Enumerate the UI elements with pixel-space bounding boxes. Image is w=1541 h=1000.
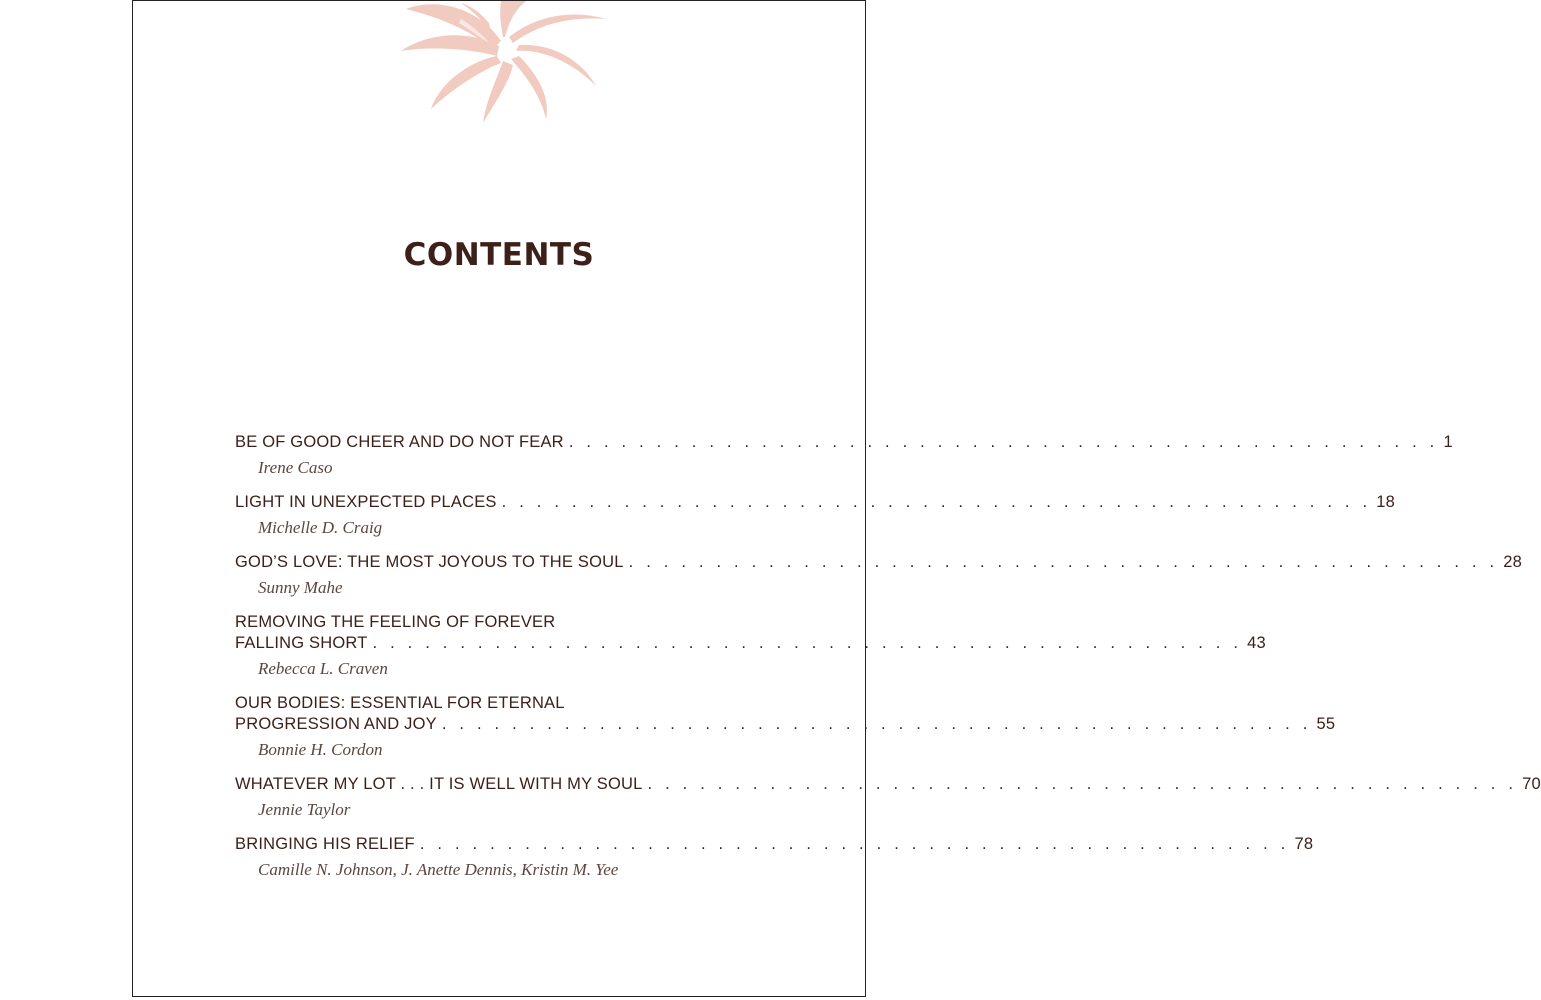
toc-page-number: 18: [1376, 493, 1396, 511]
toc-entry-title-line1: REMOVING THE FEELING OF FOREVER: [235, 613, 556, 631]
toc-entry-title: WHATEVER MY LOT . . . IT IS WELL WITH MY SOUL: [235, 775, 643, 793]
flower-brush-ornament-icon: [401, 1, 611, 126]
toc-entry-line: [235, 834, 1314, 855]
toc-page-number: 55: [1316, 715, 1336, 733]
toc-entry-author: Sunny Mahe: [258, 578, 343, 597]
toc-entry-author: Bonnie H. Cordon: [258, 740, 383, 759]
toc-entry-line: [235, 492, 1396, 513]
toc-entry-line: [235, 633, 1266, 654]
table-of-contents: [235, 432, 1541, 894]
toc-entry-line: [235, 552, 1523, 573]
toc-entry[interactable]: [235, 612, 1266, 681]
toc-entry-author: Camille N. Johnson, J. Anette Dennis, Kristin M. Yee: [258, 860, 619, 879]
toc-page-number: 70: [1522, 775, 1541, 793]
toc-entry-author: Rebecca L. Craven: [258, 659, 388, 678]
dot-leader: . . . . . . . . . . . . . . . . . . . . . . . . . . . . . . . . . . . . . . . . . . . . . . . . . .: [441, 715, 1312, 733]
toc-entry-title: GOD’S LOVE: THE MOST JOYOUS TO THE SOUL: [235, 553, 624, 571]
dot-leader: . . . . . . . . . . . . . . . . . . . . . . . . . . . . . . . . . . . . . . . . . . . . . . . . . .: [419, 835, 1290, 853]
dot-leader: . . . . . . . . . . . . . . . . . . . . . . . . . . . . . . . . . . . . . . . . . . . . . . . . . .: [647, 775, 1518, 793]
toc-entry[interactable]: [235, 492, 1396, 540]
toc-entry-author: Irene Caso: [258, 458, 333, 477]
toc-entry[interactable]: [235, 552, 1523, 600]
toc-entry[interactable]: [235, 432, 1453, 480]
dot-leader: . . . . . . . . . . . . . . . . . . . . . . . . . . . . . . . . . . . . . . . . . . . . . . . . . .: [372, 634, 1243, 652]
toc-page-number: 43: [1247, 634, 1266, 652]
dot-leader: . . . . . . . . . . . . . . . . . . . . . . . . . . . . . . . . . . . . . . . . . . . . . . . . . .: [628, 553, 1499, 571]
toc-entry[interactable]: [235, 693, 1336, 762]
toc-entry-line: [235, 714, 1336, 735]
dot-leader: . . . . . . . . . . . . . . . . . . . . . . . . . . . . . . . . . . . . . . . . . . . . . . . . . .: [501, 493, 1372, 511]
toc-entry-title: PROGRESSION AND JOY: [235, 715, 437, 733]
toc-entry-title-line1: OUR BODIES: ESSENTIAL FOR ETERNAL: [235, 694, 565, 712]
toc-entry[interactable]: [235, 834, 1314, 882]
page-title: CONTENTS: [403, 237, 595, 273]
toc-entry-author: Jennie Taylor: [258, 800, 351, 819]
toc-entry-title: LIGHT IN UNEXPECTED PLACES: [235, 493, 497, 511]
toc-entry-author: Michelle D. Craig: [258, 518, 383, 537]
toc-entry-title: BRINGING HIS RELIEF: [235, 835, 415, 853]
toc-entry-title: FALLING SHORT: [235, 634, 368, 652]
toc-entry-line: [235, 774, 1541, 795]
toc-entry-line: [235, 432, 1453, 453]
toc-page-number: 78: [1294, 835, 1314, 853]
toc-entry[interactable]: [235, 774, 1541, 822]
book-page: [132, 0, 1541, 997]
toc-page-number: 1: [1443, 433, 1453, 451]
toc-entry-title: BE OF GOOD CHEER AND DO NOT FEAR: [235, 433, 564, 451]
dot-leader: . . . . . . . . . . . . . . . . . . . . . . . . . . . . . . . . . . . . . . . . . . . . . . . . . .: [568, 433, 1439, 451]
toc-page-number: 28: [1503, 553, 1523, 571]
